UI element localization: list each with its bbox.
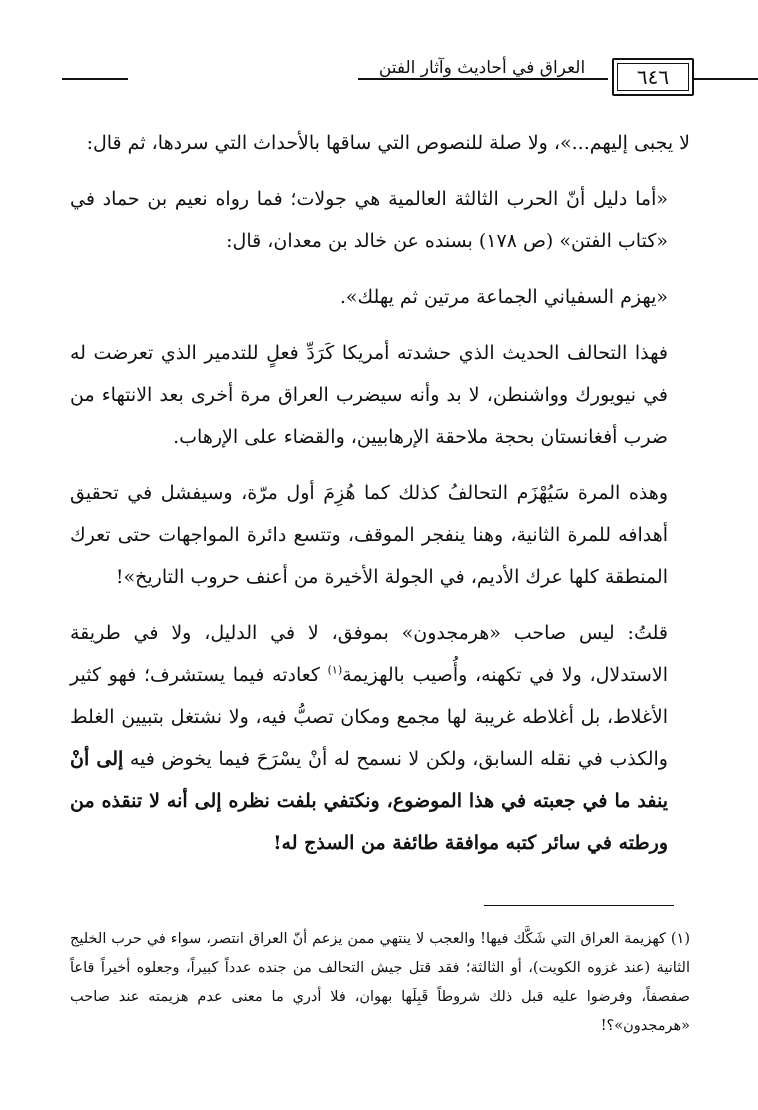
page-number: ٦٤٦ [636,65,670,89]
paragraph-4: فهذا التحالف الحديث الذي حشدته أمريكا كَرَدِّ فعلٍ للتدمير الذي تعرضت له في نيويورك وواشنطن، لا بد وأنه سيضرب العراق مرة أخرى بعد الانتهاء من ضرب أفغانستان بحجة ملاحقة الإرهابيين، والقضاء على الإرهاب. [70,342,668,448]
footnote-separator [484,905,674,906]
header-rule-right [692,78,758,80]
page-number-inner-frame [617,63,689,91]
page-header [62,52,702,100]
paragraph-5: وهذه المرة سَيُهْزَم التحالفُ كذلك كما هُزِمَ أول مرّة، وسيفشل في تحقيق أهدافه للمرة الثانية، وهنا ينفجر الموقف، وتتسع دائرة المواجهات حتى تعرك المنطقة كلها عرك الأديم، في الجولة الأخيرة من أعنف حروب التاريخ»! [70,482,668,588]
running-book-title: العراق في أحاديث وآثار الفتن [378,58,586,78]
footnotes [70,925,690,1041]
paragraph-2: «أما دليل أنّ الحرب الثالثة العالمية هي جولات؛ فما رواه نعيم بن حماد في «كتاب الفتن» (ص ١٧٨) بسنده عن خالد بن معدان، قال: [70,188,668,252]
paragraph-6 [70,612,690,864]
main-text [70,122,690,878]
header-rule-left [62,78,128,80]
paragraph-6-continued: كعادته فيما يستشرف؛ فهو كثير الأغلاط، بل أغلاطه غريبة لها مجمع ومكان تصبُّ فيه، ولا نشتغل بتبيين الغلط والكذب في نقله السابق، ولكن لا نسمح له أنْ يسْرَحَ فيما يخوض فيه [70,664,668,770]
footnote-1: (١) كهزيمة العراق التي شَكَّك فيها! والعجب لا ينتهي ممن يزعم أنّ العراق انتصر، سواء في حرب الخليج الثانية (عند غزوه الكويت)، أو الثالثة؛ فقد قتل جيش التحالف من جنده عدداً كبيراً، وجعلوه أخيراً قاعاً صفصفاً، وفرضوا عليه قبل ذلك شروطاً قَبِلَها بهوان، فلا أدري ما معنى عدم هزيمته عند صاحب «هرمجدون»؟! [70,931,690,1034]
header-rule-middle [358,78,608,80]
footnote-reference[interactable]: (١) [327,663,343,677]
paragraph-1: لا يجبى إليهم...»، ولا صلة للنصوص التي ساقها بالأحداث التي سردها، ثم قال: [86,132,690,154]
paragraph-6-text: قلتُ: ليس صاحب «هرمجدون» بموفق، لا في الدليل، ولا في طريقة الاستدلال، ولا في تكهنه، وأُصيب بالهزيمة [70,622,668,686]
page-number-frame [612,58,694,96]
paragraph-3: «يهزم السفياني الجماعة مرتين ثم يهلك». [339,286,668,308]
paragraph-6-bold-text: إلى أنْ ينفد ما في جعبته في هذا الموضوع، ونكتفي بلفت نظره إلى أنه لا تنقذه من ورطته في سائر كتبه موافقة طائفة من السذج له! [70,748,668,854]
